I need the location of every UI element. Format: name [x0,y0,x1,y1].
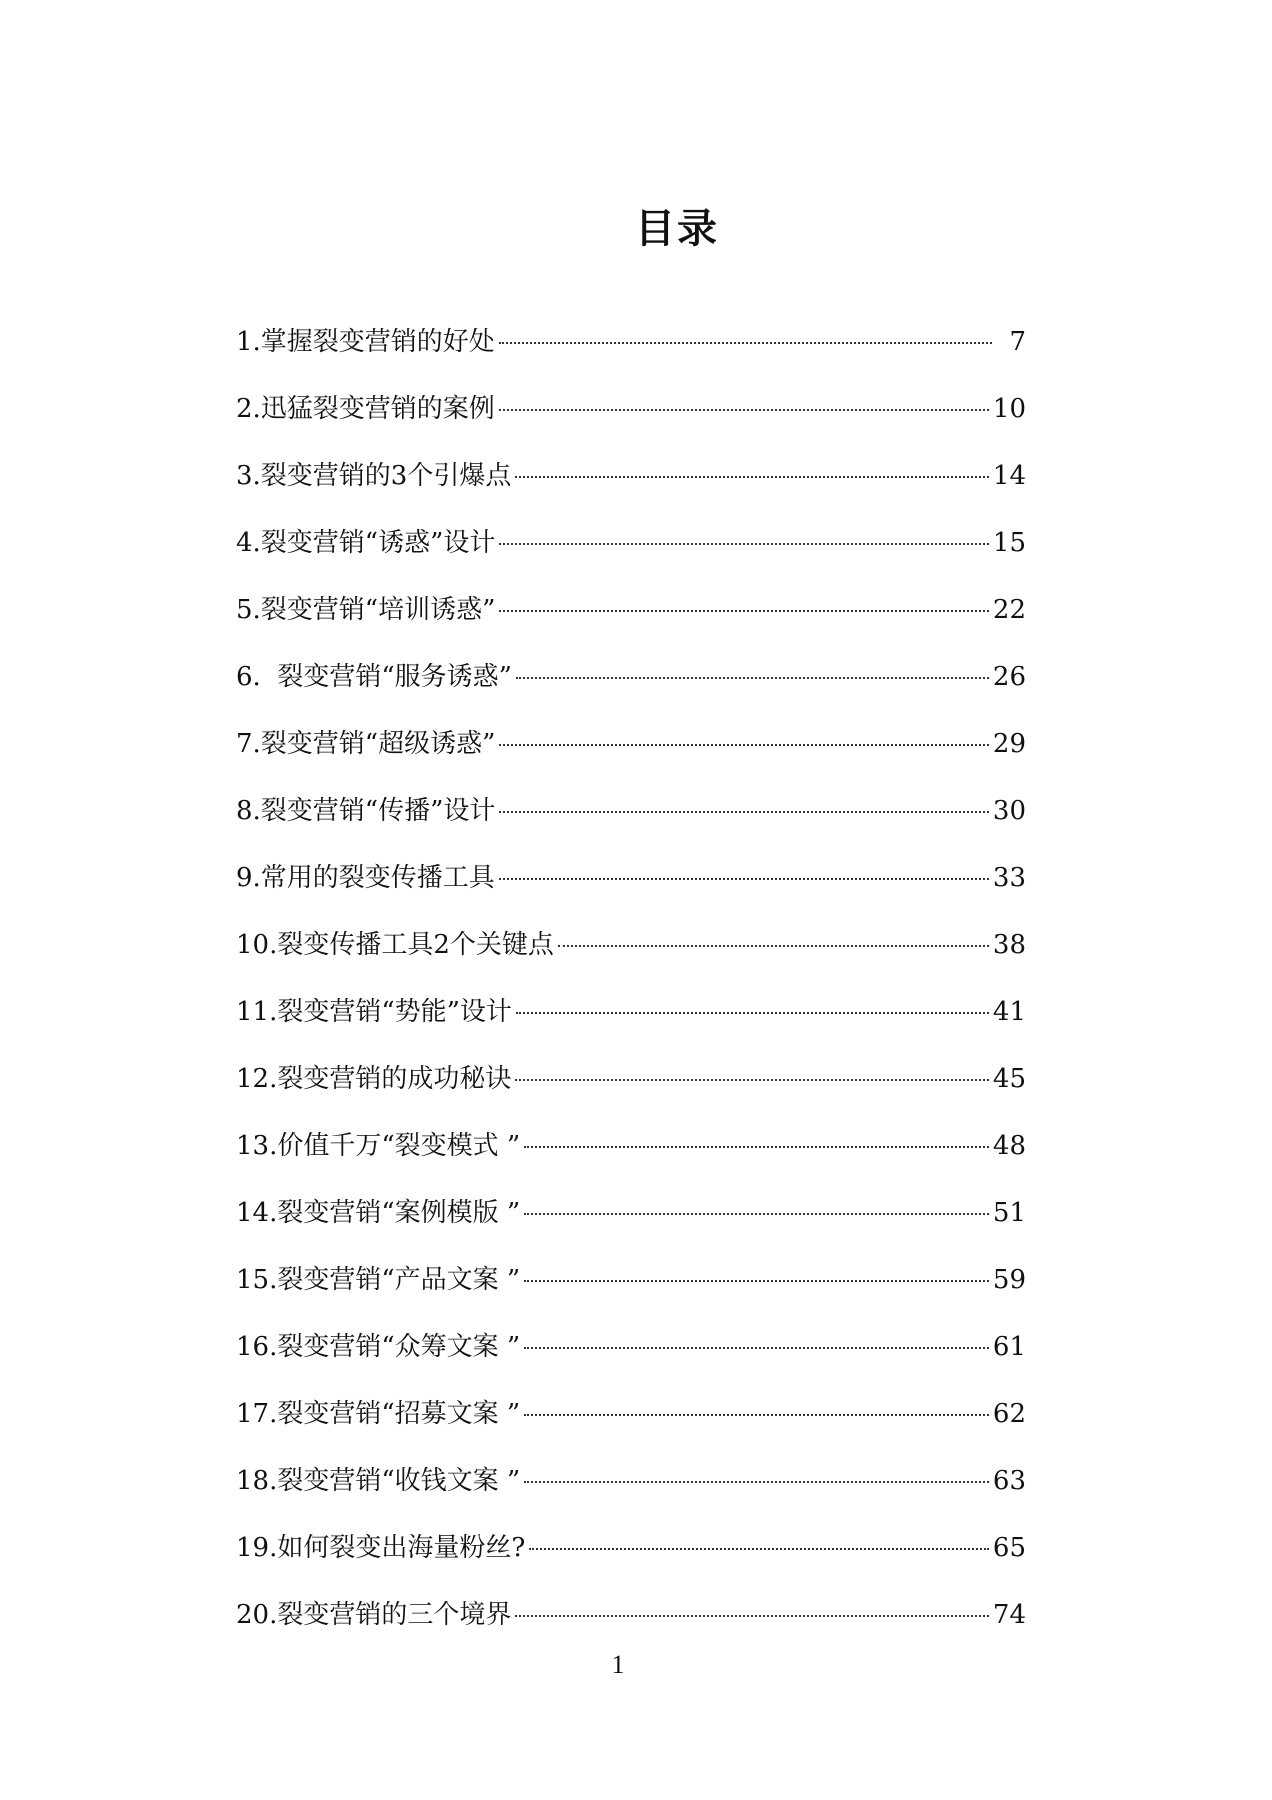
toc-entry-label: 19.如何裂变出海量粉丝? [236,1533,526,1563]
toc-entry-label: 8.裂变营销“传播”设计 [236,796,496,826]
toc-dot-leader [499,320,992,350]
toc-dot-leader [524,1392,989,1422]
toc-entry-page: 14 [992,461,1026,491]
toc-entry-page: 59 [992,1265,1026,1295]
toc-dot-leader [515,454,989,484]
toc-entry-page: 45 [992,1064,1026,1094]
toc-entry[interactable] [236,722,1026,789]
toc-entry[interactable] [236,1325,1026,1392]
toc-entry[interactable] [236,990,1026,1057]
toc-entry-label: 17.裂变营销“招募文案 ” [236,1399,521,1429]
toc-dot-leader [516,990,989,1020]
toc-entry[interactable] [236,588,1026,655]
toc-dot-leader [516,655,989,685]
toc-entry-label: 12.裂变营销的成功秘诀 [236,1064,512,1094]
toc-dot-leader [499,789,989,819]
toc-entry-page: 15 [992,528,1026,558]
toc-entry[interactable] [236,387,1026,454]
toc-entry-page: 38 [992,930,1026,960]
toc-entry-page: 62 [992,1399,1026,1429]
toc-entry-label: 20.裂变营销的三个境界 [236,1600,512,1630]
toc-entry[interactable] [236,1258,1026,1325]
toc-entry[interactable] [236,1459,1026,1526]
toc-entry-page: 61 [992,1332,1026,1362]
toc-entry-label: 18.裂变营销“收钱文案 ” [236,1466,521,1496]
toc-entry-page: 51 [992,1198,1026,1228]
toc-entry-page: 74 [992,1600,1026,1630]
toc-entry-label: 6. 裂变营销“服务诱惑” [236,662,512,692]
toc-dot-leader [499,521,989,551]
toc-dot-leader [499,722,989,752]
toc-entry-page: 26 [992,662,1026,692]
toc-dot-leader [524,1325,989,1355]
toc-entry-label: 16.裂变营销“众筹文案 ” [236,1332,521,1362]
toc-dot-leader [529,1526,989,1556]
toc-entry-label: 5.裂变营销“培训诱惑” [236,595,496,625]
toc-entry[interactable] [236,789,1026,856]
toc-dot-leader [515,1593,989,1623]
toc-dot-leader [524,1191,989,1221]
toc-entry[interactable] [236,1191,1026,1258]
toc-entry-label: 11.裂变营销“势能”设计 [236,997,512,1027]
toc-dot-leader [524,1459,989,1489]
toc-entry[interactable] [236,454,1026,521]
toc-entry-page: 10 [992,394,1026,424]
toc-entry-page: 7 [1009,327,1026,357]
toc-entry-page: 48 [992,1131,1026,1161]
toc-entry-label: 3.裂变营销的3个引爆点 [236,461,512,491]
toc-entry-page: 65 [992,1533,1026,1563]
toc-entry[interactable] [236,856,1026,923]
toc-entry-label: 15.裂变营销“产品文案 ” [236,1265,521,1295]
toc-entry-page: 30 [992,796,1026,826]
toc-entry[interactable] [236,1124,1026,1191]
toc-entry-label: 9.常用的裂变传播工具 [236,863,495,893]
toc-entry[interactable] [236,521,1026,588]
toc-dot-leader [499,588,989,618]
toc-dot-leader [558,923,989,953]
toc-entry-label: 1.掌握裂变营销的好处 [236,327,495,357]
toc-dot-leader [499,387,989,417]
toc-entry-label: 14.裂变营销“案例模版 ” [236,1198,521,1228]
toc-dot-leader [499,856,989,886]
toc-entry-label: 2.迅猛裂变营销的案例 [236,394,495,424]
toc-entry[interactable] [236,1526,1026,1593]
toc-entry-page: 41 [992,997,1026,1027]
page-title: 目录 [635,206,719,252]
toc-entry-label: 4.裂变营销“诱惑”设计 [236,528,496,558]
table-of-contents [236,320,1026,1660]
page-number: 1 [611,1650,625,1679]
toc-entry-page: 22 [992,595,1026,625]
toc-entry[interactable] [236,655,1026,722]
toc-dot-leader [524,1124,989,1154]
toc-entry-label: 13.价值千万“裂变模式 ” [236,1131,521,1161]
toc-entry-page: 63 [992,1466,1026,1496]
toc-entry[interactable] [236,923,1026,990]
toc-dot-leader [515,1057,989,1087]
toc-entry-page: 29 [992,729,1026,759]
toc-entry-label: 7.裂变营销“超级诱惑” [236,729,496,759]
toc-entry-page: 33 [992,863,1026,893]
toc-entry[interactable] [236,1057,1026,1124]
toc-entry-label: 10.裂变传播工具2个关键点 [236,930,554,960]
toc-entry[interactable] [236,320,1026,387]
toc-entry[interactable] [236,1392,1026,1459]
toc-dot-leader [524,1258,989,1288]
